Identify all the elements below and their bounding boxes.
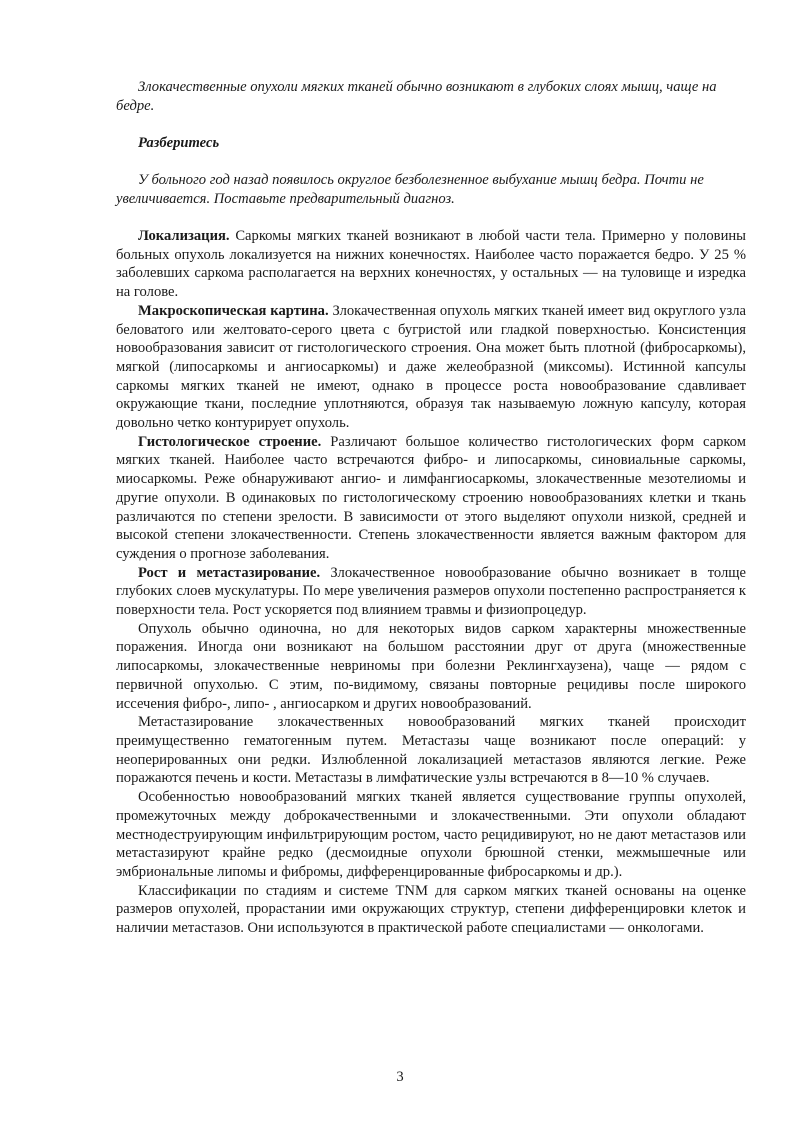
paragraph: Метастазирование злокачественных новообразований мягких тканей происходит преимущественно гематогенным путем. Метастазы чаще возникают после операций: у неоперированных они редки. Излюбленной локализацией метастазов являются легкие. Реже поражаются печень и кости. Метастазы в лимфатические узлы встречаются в 8—10 % случаев. bbox=[116, 714, 746, 787]
section-histology bbox=[116, 433, 746, 564]
paragraph: Классификации по стадиям и системе TNM для сарком мягких тканей основаны на оценке размеров опухолей, прорастании ими окружающих структур, степени дифференцировки клеток и наличии метастазов. Они используются в практической работе специалистами — онкологами. bbox=[116, 882, 746, 937]
section-localization bbox=[116, 227, 746, 302]
page-number: 3 bbox=[396, 1069, 404, 1085]
section-heading: Локализация. bbox=[138, 228, 230, 244]
section-heading: Рост и метастазирование. bbox=[138, 564, 321, 581]
intro-statement: Злокачественные опухоли мягких тканей обычно возникают в глубоких слоях мышц, чаще на бедре. bbox=[116, 79, 717, 114]
section-macroscopic bbox=[116, 302, 746, 433]
section-growth bbox=[116, 564, 746, 620]
section-text: Злокачественное новообразование обычно возникает в толще глубоких слоев мускулатуры. По мере увеличения размеров опухоли постепенно распространяется к поверхности тела. Рост ускоряется под влиянием травмы и физиопроцедур. bbox=[116, 564, 746, 619]
section-text: Саркомы мягких тканей возникают в любой части тела. Примерно у половины больных опухоль локализуется на нижних конечностях. Наиболее часто поражается бедро. У 25 % заболевших саркома располагается на верхних конечностях, у остальных — на туловище и изредка на голове. bbox=[116, 228, 746, 301]
case-description: У больного год назад появилось округлое безболезненное выбухание мышц бедра. Почти не увеличивается. Поставьте предварительный диагноз. bbox=[116, 172, 704, 207]
section-heading: Гистологическое строение. bbox=[138, 433, 322, 450]
section-heading: Макроскопическая картина. bbox=[138, 302, 329, 319]
paragraph: Опухоль обычно одиночна, но для некоторых видов сарком характерны множественные поражения. Иногда они возникают на большом расстоянии друг от друга (множественные липосаркомы, злокачественные невриномы при болезни Реклингхаузена), чаще — рядом с первичной опухолью. С этим, по-видимому, связаны повторные рецидивы после широкого иссечения фибро-, липо- , ангиосарком и других новообразований. bbox=[116, 620, 746, 712]
intro-prompt: Разберитесь bbox=[138, 135, 220, 151]
main-text bbox=[116, 227, 746, 938]
section-text: Злокачественная опухоль мягких тканей имеет вид округлого узла беловатого или желтовато-серого цвета с бугристой или гладкой поверхностью. Консистенция новообразования зависит от гистологического строения. Она может быть плотной (фибросаркомы), мягкой (липосаркомы и ангиосаркомы) и даже желеобразной (миксомы). Истинной капсулы саркомы мягких тканей не имеют, однако в процессе роста новообразование сдавливает окружающие ткани, последние уплотняются, образуя так называемую ложную капсулу, которая довольно четко контурирует опухоль. bbox=[116, 302, 746, 432]
section-text: Различают большое количество гистологических форм сарком мягких тканей. Наиболее часто встречаются фибро- и липосаркомы, синовиальные саркомы, миосаркомы. Реже обнаруживают ангио- и лимфангиосаркомы, злокачественные мезотелиомы и другие опухоли. В одинаковых по гистологическому строению новообразованиях клетки и ткань различаются по степени зрелости. В зависимости от этого выделяют опухоли низкой, средней и высокой степени злокачественности. Степень злокачественности является важным фактором для суждения о прогнозе заболевания. bbox=[116, 433, 746, 562]
paragraph: Особенностью новообразований мягких тканей является существование группы опухолей, промежуточных между доброкачественными и злокачественными. Эти опухоли обладают местнодеструирующим инфильтрирующим ростом, часто рецидивируют, но не дают метастазов или метастазируют крайне редко (десмоидные опухоли брюшной стенки, межмышечные или эмбриональные липомы и фибромы, дифференцированные фибросаркомы и др.). bbox=[116, 789, 746, 880]
